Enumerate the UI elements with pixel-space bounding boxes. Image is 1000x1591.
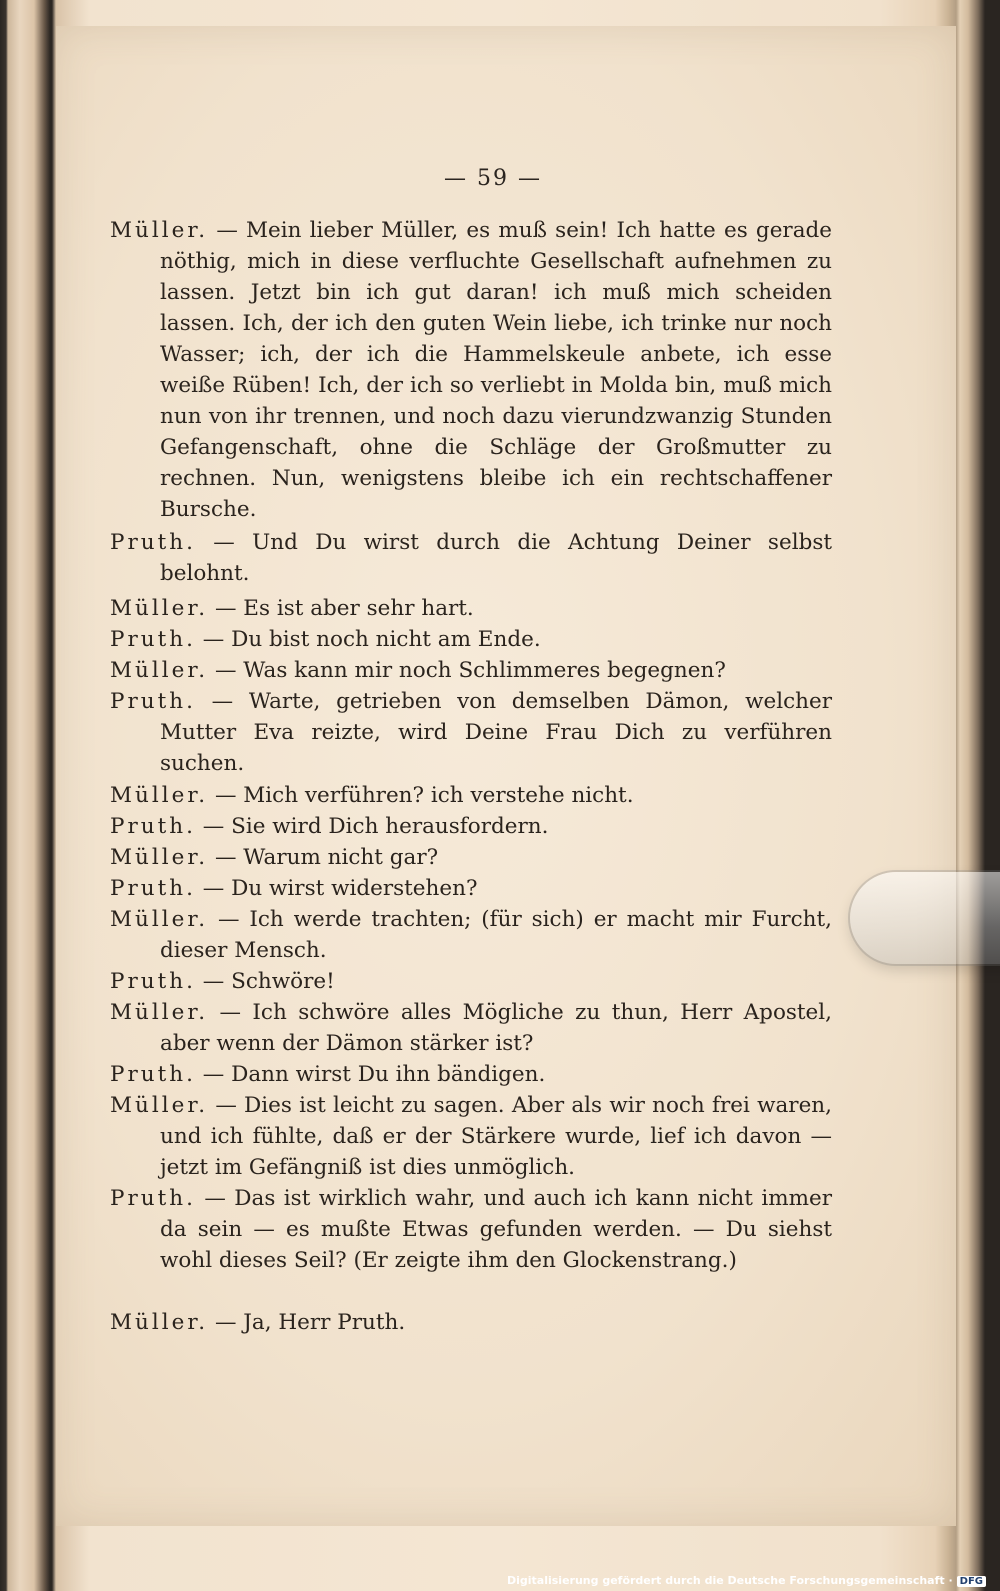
speech-text: — Was kann mir noch Schlimmeres begegnen?: [214, 658, 726, 683]
speech-text: — Ich werde trachten; (für sich) er macht mir Furcht, dieser Mensch.: [160, 907, 832, 963]
speech-2: [110, 527, 832, 589]
speech-7: [110, 780, 832, 811]
speech-14: [110, 1059, 832, 1090]
speaker-label: Müller.: [110, 1000, 209, 1025]
speech-text: — Du wirst widerstehen?: [202, 876, 478, 901]
speech-11: [110, 904, 832, 966]
speech-12: [110, 966, 832, 997]
speech-text: — Das ist wirklich wahr, und auch ich kann nicht immer da sein — es mußte Etwas gefunden werden. — Du siehst wohl dieses Seil? (Er zeigte ihm den Glockenstrang.): [160, 1186, 832, 1273]
digitization-credit: [507, 1574, 986, 1587]
speaker-label: Müller.: [110, 845, 209, 870]
speech-text: — Es ist aber sehr hart.: [214, 596, 474, 621]
speech-text: — Warum nicht gar?: [214, 845, 439, 870]
speaker-label: Müller.: [110, 218, 209, 243]
credit-text: Digitalisierung gefördert durch die Deutsche Forschungsgemeinschaft ·: [506, 1574, 953, 1587]
speech-10: [110, 873, 832, 904]
speech-13: [110, 997, 832, 1059]
speech-text: — Und Du wirst durch die Achtung Deiner selbst belohnt.: [160, 530, 833, 586]
speech-text: — Mich verführen? ich verstehe nicht.: [214, 783, 634, 808]
speech-text: — Warte, getrieben von demselben Dämon, welcher Mutter Eva reizte, wird Deine Frau Dich zu verführen suchen.: [160, 689, 832, 776]
speech-text: — Sie wird Dich herausfordern.: [202, 814, 549, 839]
speech-text: — Du bist noch nicht am Ende.: [202, 627, 541, 652]
thumb-holder: [850, 872, 1000, 964]
speech-1: [110, 215, 832, 525]
speaker-label: Müller.: [110, 1093, 209, 1118]
speaker-label: Müller.: [110, 1310, 209, 1335]
speaker-label: Pruth.: [110, 530, 196, 555]
speech-text: — Ich schwöre alles Mögliche zu thun, Herr Apostel, aber wenn der Dämon stärker ist?: [160, 1000, 832, 1056]
speaker-label: Müller.: [110, 596, 209, 621]
speech-5: [110, 655, 832, 686]
speech-15: [110, 1090, 832, 1183]
speech-text: — Mein lieber Müller, es muß sein! Ich hatte es gerade nöthig, mich in diese verfluchte Gesellschaft aufnehmen zu lassen. Jetzt bin ich gut daran! ich muß mich scheiden lassen. Ich, der ich den guten Wein liebe, ich trinke nur noch Wasser; ich, der ich die Hammelskeule anbete, ich esse weiße Rüben! Ich, der ich so verliebt in Molda bin, muß mich nun von ihr trennen, und noch dazu vierundzwanzig Stunden Gefangenschaft, ohne die Schläge der Großmutter zu rechnen. Nun, wenigstens bleibe ich ein rechtschaffener Bursche.: [160, 218, 832, 522]
speaker-label: Pruth.: [110, 627, 196, 652]
speech-6: [110, 686, 832, 779]
speaker-label: Pruth.: [110, 689, 196, 714]
speech-16: [110, 1183, 832, 1276]
speaker-label: Pruth.: [110, 1186, 196, 1211]
speech-text: — Dann wirst Du ihn bändigen.: [202, 1062, 546, 1087]
speech-17: [110, 1307, 832, 1338]
speech-8: [110, 811, 832, 842]
page-number: — 59 —: [444, 166, 542, 191]
speech-text: — Schwöre!: [202, 969, 335, 994]
speaker-label: Pruth.: [110, 969, 196, 994]
speech-4: [110, 624, 832, 655]
speaker-label: Pruth.: [110, 1062, 196, 1087]
speaker-label: Pruth.: [110, 876, 196, 901]
speaker-label: Müller.: [110, 783, 209, 808]
speaker-label: Müller.: [110, 907, 209, 932]
speech-3: [110, 593, 832, 624]
dfg-logo: DFG: [957, 1576, 986, 1587]
speaker-label: Müller.: [110, 658, 209, 683]
speech-9: [110, 842, 832, 873]
speech-text: — Ja, Herr Pruth.: [214, 1310, 406, 1335]
speaker-label: Pruth.: [110, 814, 196, 839]
speech-text: — Dies ist leicht zu sagen. Aber als wir noch frei waren, und ich fühlte, daß er der Stärkere wurde, lief ich davon — jetzt im Gefängniß ist dies unmöglich.: [160, 1093, 832, 1180]
